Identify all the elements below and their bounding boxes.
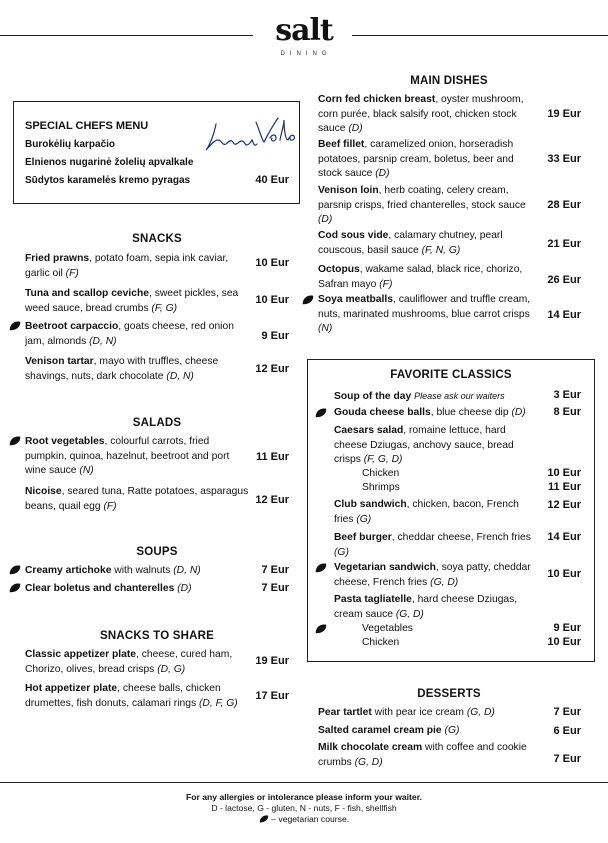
special-line: Burokėlių karpačio <box>25 139 116 150</box>
menu-item-price: 7 Eur <box>261 564 289 576</box>
vegetarian-leaf-icon <box>315 408 327 418</box>
menu-item-price: 14 Eur <box>547 531 581 543</box>
menu-item-price: 33 Eur <box>547 153 581 165</box>
menu-item-price: 12 Eur <box>255 363 289 375</box>
section-title-soups: SOUPS <box>136 546 178 558</box>
menu-item: Octopus, wakame salad, black rice, chorizo, Safran mayo (F) <box>318 264 523 290</box>
section-title-snacks: SNACKS <box>132 233 182 245</box>
menu-item-price: 28 Eur <box>547 199 581 211</box>
menu-item: Clear boletus and chanterelles (D) <box>25 583 192 594</box>
menu-item-price: 12 Eur <box>255 494 289 506</box>
menu-item-price: 10 Eur <box>547 467 581 479</box>
vegetarian-leaf-icon <box>259 815 269 823</box>
menu-item: Nicoise, seared tuna, Ratte potatoes, asparagus beans, quail egg (F) <box>25 486 249 512</box>
menu-item-price: 12 Eur <box>547 499 581 511</box>
menu-item-price: 10 Eur <box>255 257 289 269</box>
menu-item: Soup of the day Please ask our waiters <box>334 391 505 402</box>
footer-rule <box>0 782 608 783</box>
menu-item-price: 17 Eur <box>255 690 289 702</box>
vegetarian-leaf-icon <box>9 436 21 446</box>
vegetarian-leaf-icon <box>9 565 21 575</box>
footer-vegetarian-legend <box>0 814 608 825</box>
menu-item-price: 11 Eur <box>547 481 581 493</box>
menu-item: Pasta tagliatelle, hard cheese Dziugas, cream sauce (G, D) <box>334 594 518 620</box>
menu-item-option: Shrimps <box>362 482 400 493</box>
menu-item-price: 7 Eur <box>553 706 581 718</box>
menu-item: Tuna and scallop ceviche, sweet pickles, sea weed sauce, bread crumbs (F, G) <box>25 288 239 314</box>
vegetarian-leaf-icon <box>315 624 327 634</box>
special-line: Elnienos nugarinė žolelių apvalkale <box>25 157 194 168</box>
menu-item: Creamy artichoke with walnuts (D, N) <box>25 565 201 576</box>
footer-allergen-legend: D - lactose, G - gluten, N - nuts, F - fish, shellfish <box>211 803 397 813</box>
menu-item-price: 19 Eur <box>255 655 289 667</box>
menu-item-price: 26 Eur <box>547 274 581 286</box>
menu-item: Venison tartar, mayo with truffles, cheese shavings, nuts, dark chocolate (D, N) <box>25 356 219 382</box>
menu-item: Beetroot carpaccio, goats cheese, red onion jam, almonds (D, N) <box>25 321 234 347</box>
menu-item-price: 14 Eur <box>547 309 581 321</box>
menu-item-option: Vegetables <box>362 623 413 634</box>
menu-item-price: 8 Eur <box>553 406 581 418</box>
header <box>0 14 608 64</box>
menu-item: Venison loin, herb coating, celery cream, parsnip crisps, fried chanterelles, stock sauce (D) <box>318 185 526 225</box>
menu-item-price: 11 Eur <box>255 451 289 463</box>
header-rule-left <box>0 35 253 36</box>
menu-item-option: Chicken <box>362 468 400 479</box>
section-title-main-dishes: MAIN DISHES <box>410 75 488 87</box>
special-chefs-menu <box>13 101 300 204</box>
menu-item: Milk chocolate cream with coffee and cookie crumbs (G, D) <box>318 742 527 768</box>
menu-item-price: 21 Eur <box>547 238 581 250</box>
menu-item-price: 9 Eur <box>553 622 581 634</box>
vegetarian-leaf-icon <box>9 583 21 593</box>
vegetarian-leaf-icon <box>302 295 314 305</box>
footer-allergy-note: For any allergies or intolerance please inform your waiter. <box>186 792 422 802</box>
menu-item: Classic appetizer plate, cheese, cured ham, Chorizo, olives, bread crisps (D, G) <box>25 649 233 675</box>
menu-item-price: 10 Eur <box>547 636 581 648</box>
menu-item: Gouda cheese balls, blue cheese dip (D) <box>334 407 526 418</box>
chef-signature <box>204 110 300 158</box>
menu-item: Beef burger, cheddar cheese, French fries (G) <box>334 532 531 558</box>
menu-item-price: 10 Eur <box>547 568 581 580</box>
menu-item: Pear tartlet with pear ice cream (G, D) <box>318 707 495 718</box>
logo <box>262 13 346 57</box>
menu-item-price: 19 Eur <box>547 108 581 120</box>
special-line: Sūdytos karamelės kremo pyragas <box>25 175 191 186</box>
menu-item-price: 7 Eur <box>553 753 581 765</box>
vegetarian-leaf-icon <box>9 321 21 331</box>
menu-item: Soya meatballs, cauliflower and truffle cream, nuts, marinated mushrooms, blue carrot crisps (N) <box>318 294 531 334</box>
menu-item: Cod sous vide, calamary chutney, pearl couscous, basil sauce (F, N, G) <box>318 230 503 256</box>
vegetarian-leaf-icon <box>315 563 327 573</box>
menu-item: Vegetarian sandwich, soya patty, cheddar cheese, French fries (G, D) <box>334 562 531 588</box>
logo-wordmark: salt <box>275 13 333 48</box>
footer <box>0 782 608 825</box>
menu-item: Root vegetables, colourful carrots, fried pumpkin, quinoa, hazelnut, beetroot and port wine sauce (N) <box>25 436 230 476</box>
special-price: 40 Eur <box>255 174 289 186</box>
menu-item: Corn fed chicken breast, oyster mushroom, corn purée, black salsify root, chicken stock sauce (D) <box>318 94 524 134</box>
special-title: SPECIAL CHEFS MENU <box>25 120 149 132</box>
footer-vegetarian-text: – vegetarian course. <box>268 814 350 824</box>
menu-item: Hot appetizer plate, cheese balls, chicken drumettes, fish donuts, calamari rings (D, F, G) <box>25 683 238 709</box>
section-title-favorite-classics: FAVORITE CLASSICS <box>390 369 512 381</box>
section-title-desserts: DESSERTS <box>417 688 481 700</box>
menu-item-price: 9 Eur <box>261 330 289 342</box>
section-title-snacks-to-share: SNACKS TO SHARE <box>100 630 214 642</box>
menu-item: Club sandwich, chicken, bacon, French fries (G) <box>334 499 519 525</box>
menu-item: Beef fillet, caramelized onion, horseradish potatoes, parsnip cream, boletus, beer and stock sauce (D) <box>318 139 514 179</box>
menu-item-price: 7 Eur <box>261 582 289 594</box>
section-title-salads: SALADS <box>132 417 182 429</box>
header-rule-right <box>352 35 608 36</box>
menu-item: Salted caramel cream pie (G) <box>318 725 460 736</box>
menu-item-price: 6 Eur <box>553 725 581 737</box>
menu-item-option: Chicken <box>362 637 400 648</box>
menu-item: Caesars salad, romaine lettuce, hard cheese Dziugas, anchovy sauce, bread crisps (F, G, D) <box>334 425 514 465</box>
menu-item-price: 10 Eur <box>255 294 289 306</box>
logo-subtitle: DINING <box>280 51 332 57</box>
menu-item-price: 3 Eur <box>553 389 581 401</box>
menu-item: Fried prawns, potato foam, sepia ink caviar, garlic oil (F) <box>25 253 229 279</box>
